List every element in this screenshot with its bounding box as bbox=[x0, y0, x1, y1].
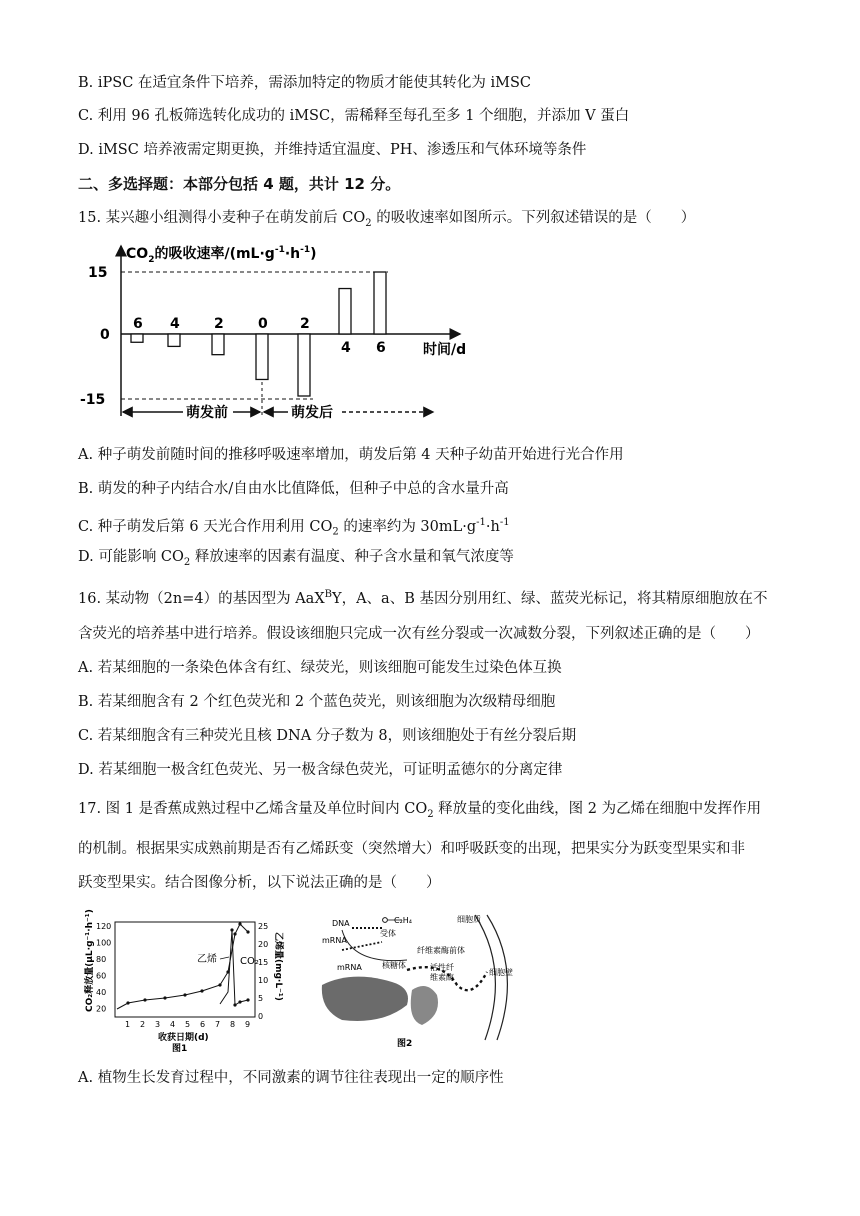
fig2-mrna-label-1: mRNA bbox=[322, 936, 347, 945]
category-label-1: 4 bbox=[170, 316, 180, 332]
bar-2 bbox=[212, 334, 224, 355]
fig1-left-tick-0: 120 bbox=[96, 922, 112, 931]
q17-figure-2 bbox=[312, 910, 532, 1050]
q16-line1-sup: B bbox=[324, 589, 333, 600]
q16-option-a: A. 若某细胞的一条染色体含有红、绿荧光，则该细胞可能发生过染色体互换 bbox=[78, 660, 562, 676]
section-heading: 二、多选择题：本部分包括 4 题，共计 12 分。 bbox=[78, 175, 401, 193]
bar-6 bbox=[374, 272, 386, 334]
fig1-co2-curve bbox=[117, 924, 248, 1009]
q15-option-c-sub: 2 bbox=[332, 526, 339, 538]
fig1-x-tick-1: 2 bbox=[140, 1020, 146, 1029]
category-label-3: 0 bbox=[258, 316, 268, 332]
fig1-x-tick-5: 6 bbox=[200, 1020, 206, 1029]
fig1-x-tick-7: 8 bbox=[230, 1020, 236, 1029]
q17-stem-line3: 跃变型果实。结合图像分析，以下说法正确的是（ ） bbox=[78, 875, 441, 891]
fig2-golgi bbox=[411, 986, 438, 1025]
bar-0 bbox=[131, 334, 143, 342]
fig2-active-label-2: 维素酶 bbox=[430, 973, 454, 982]
q15-option-d-post: 释放速率的因素有温度、种子含水量和氧气浓度等 bbox=[190, 549, 514, 565]
fig1-left-ylabel: CO₂释放量(μL·g⁻¹·h⁻¹) bbox=[85, 909, 95, 1012]
category-label-0: 6 bbox=[133, 316, 143, 332]
fig1-left-tick-1: 100 bbox=[96, 938, 112, 948]
fig2-dna-label: DNA bbox=[332, 919, 350, 928]
fig1-x-tick-8: 9 bbox=[245, 1020, 251, 1029]
y-tick-15: 15 bbox=[88, 265, 108, 281]
q16-option-d: D. 若某细胞一极含红色荧光、另一极含绿色荧光，可证明孟德尔的分离定律 bbox=[78, 762, 563, 778]
fig1-right-tick-5: 0 bbox=[258, 1012, 264, 1021]
fig1-ethylene-label: 乙烯 bbox=[197, 954, 217, 965]
bar-3 bbox=[256, 334, 268, 379]
q17-line1-pre: 17. 图 1 是香蕉成熟过程中乙烯含量及单位时间内 CO bbox=[78, 801, 428, 817]
fig1-right-tick-4: 5 bbox=[258, 994, 264, 1003]
fig1-x-tick-6: 7 bbox=[215, 1020, 221, 1029]
q15-option-d-pre: D. 可能影响 CO bbox=[78, 549, 184, 565]
q17-line1-post: 释放量的变化曲线，图 2 为乙烯在细胞中发挥作用 bbox=[433, 801, 762, 817]
category-label-4: 2 bbox=[300, 316, 310, 332]
q15-option-d bbox=[78, 547, 514, 573]
after-label: 萌发后 bbox=[291, 405, 333, 421]
fig1-ethylene-pointer bbox=[220, 957, 229, 959]
fig2-active-label-1: 活性纤 bbox=[430, 963, 454, 972]
q16-stem-line2: 含荧光的培养基中进行培养。假设该细胞只完成一次有丝分裂或一次减数分裂，下列叙述正确的是（ ） bbox=[78, 626, 760, 642]
fig1-x-tick-0: 1 bbox=[125, 1020, 131, 1029]
x-axis-label: 时间/d bbox=[423, 342, 467, 358]
q16-option-b: B. 若某细胞含有 2 个红色荧光和 2 个蓝色荧光，则该细胞为次级精母细胞 bbox=[78, 694, 556, 710]
q16-stem-line1 bbox=[78, 585, 767, 609]
y-tick-0: 0 bbox=[100, 327, 110, 343]
q15-stem-post: 的吸收速率如图所示。下列叙述错误的是（ ） bbox=[371, 210, 696, 226]
q15-stem bbox=[78, 208, 695, 234]
q15-option-c-sup2: -1 bbox=[499, 517, 510, 528]
fig1-left-tick-5: 20 bbox=[96, 1004, 107, 1014]
q14-option-c: C. 利用 96 孔板筛选转化成功的 iMSC，需稀释至每孔至多 1 个细胞，并添加 V 蛋白 bbox=[78, 108, 630, 124]
bar-4 bbox=[298, 334, 310, 396]
fig2-caption: 图2 bbox=[397, 1039, 413, 1049]
category-label-6: 6 bbox=[376, 340, 386, 356]
fig2-mrna-label-2: mRNA bbox=[337, 963, 362, 972]
bar-1 bbox=[168, 334, 180, 346]
y-tick-neg15: -15 bbox=[80, 392, 106, 408]
fig2-er bbox=[322, 977, 408, 1021]
fig1-right-tick-1: 20 bbox=[258, 940, 269, 949]
fig2-precursor-label: 纤维素酶前体 bbox=[417, 946, 465, 955]
q15-option-c-mid: 的速率约为 30mL·g bbox=[338, 518, 477, 535]
fig1-right-tick-3: 10 bbox=[258, 976, 269, 985]
q15-stem-sub: 2 bbox=[365, 217, 372, 229]
fig1-x-tick-2: 3 bbox=[155, 1020, 161, 1029]
q15-bar-chart bbox=[78, 238, 478, 423]
fig2-receptor-dot bbox=[383, 918, 388, 923]
fig1-right-tick-0: 25 bbox=[258, 922, 269, 931]
fig1-caption: 图1 bbox=[172, 1044, 188, 1054]
before-label: 萌发前 bbox=[186, 405, 228, 421]
q15-option-c-sup1: -1 bbox=[476, 517, 486, 528]
q17-stem-line2: 的机制。根据果实成熟前期是否有乙烯跃变（突然增大）和呼吸跃变的出现，把果实分为跃变型果实和非 bbox=[78, 841, 745, 857]
q17-line1-sub: 2 bbox=[427, 808, 434, 820]
fig1-right-ylabel: 乙烯量(mg·L⁻¹) bbox=[273, 932, 283, 1001]
y-axis-label: $CO_2$的吸收速率$/(mL\cdot g^{-1}\cdot h^{-1})$ bbox=[126, 245, 317, 265]
fig1-co2-label: CO₂ bbox=[240, 956, 259, 967]
fig2-nucleus bbox=[342, 930, 407, 961]
q15-option-c-mid2: ·h bbox=[485, 518, 500, 535]
q17-stem-line1 bbox=[78, 799, 761, 825]
fig1-left-tick-3: 60 bbox=[96, 971, 107, 981]
fig2-c2h4-label: C₂H₄ bbox=[394, 916, 413, 925]
q17-figure-1 bbox=[80, 909, 283, 1054]
q14-option-d: D. iMSC 培养液需定期更换，并维持适宜温度、PH、渗透压和气体环境等条件 bbox=[78, 142, 587, 158]
fig2-cytoplasm-label: 细胞质 bbox=[457, 915, 481, 924]
q15-option-c-pre: C. 种子萌发后第 6 天光合作用利用 CO bbox=[78, 518, 333, 535]
category-label-5: 4 bbox=[341, 340, 351, 356]
q15-option-c bbox=[78, 513, 510, 543]
bar-5 bbox=[339, 289, 351, 334]
q16-line1-pre: 16. 某动物（2n=4）的基因型为 AaX bbox=[78, 590, 325, 607]
q15-stem-pre: 15. 某兴趣小组测得小麦种子在萌发前后 CO bbox=[78, 210, 366, 226]
fig1-xlabel: 收获日期(d) bbox=[158, 1033, 209, 1043]
category-label-2: 2 bbox=[214, 316, 224, 332]
q14-option-b: B. iPSC 在适宜条件下培养，需添加特定的物质才能使其转化为 iMSC bbox=[78, 75, 532, 91]
q15-option-b: B. 萌发的种子内结合水/自由水比值降低，但种子中总的含水量升高 bbox=[78, 481, 509, 497]
q15-option-a: A. 种子萌发前随时间的推移呼吸速率增加，萌发后第 4 天种子幼苗开始进行光合作用 bbox=[78, 447, 624, 463]
fig1-left-tick-4: 40 bbox=[96, 988, 107, 997]
q17-option-a: A. 植物生长发育过程中，不同激素的调节往往表现出一定的顺序性 bbox=[78, 1070, 504, 1086]
q16-option-c: C. 若某细胞含有三种荧光且核 DNA 分子数为 8，则该细胞处于有丝分裂后期 bbox=[78, 728, 577, 744]
fig2-receptor-label: 受体 bbox=[380, 929, 396, 938]
fig1-x-tick-3: 4 bbox=[170, 1020, 176, 1029]
fig2-cellwall-label: 细胞壁 bbox=[489, 968, 513, 977]
fig1-x-tick-4: 5 bbox=[185, 1020, 191, 1029]
q15-option-d-sub: 2 bbox=[183, 556, 191, 568]
fig2-ribosome-label: 核糖体 bbox=[382, 961, 406, 970]
fig1-left-tick-2: 80 bbox=[96, 955, 107, 964]
q16-line1-post: Y，A、a、B 基因分别用红、绿、蓝荧光标记，将其精原细胞放在不 bbox=[332, 590, 768, 607]
fig1-right-tick-2: 15 bbox=[258, 958, 269, 967]
fig2-cell-wall-outer bbox=[487, 915, 507, 1040]
